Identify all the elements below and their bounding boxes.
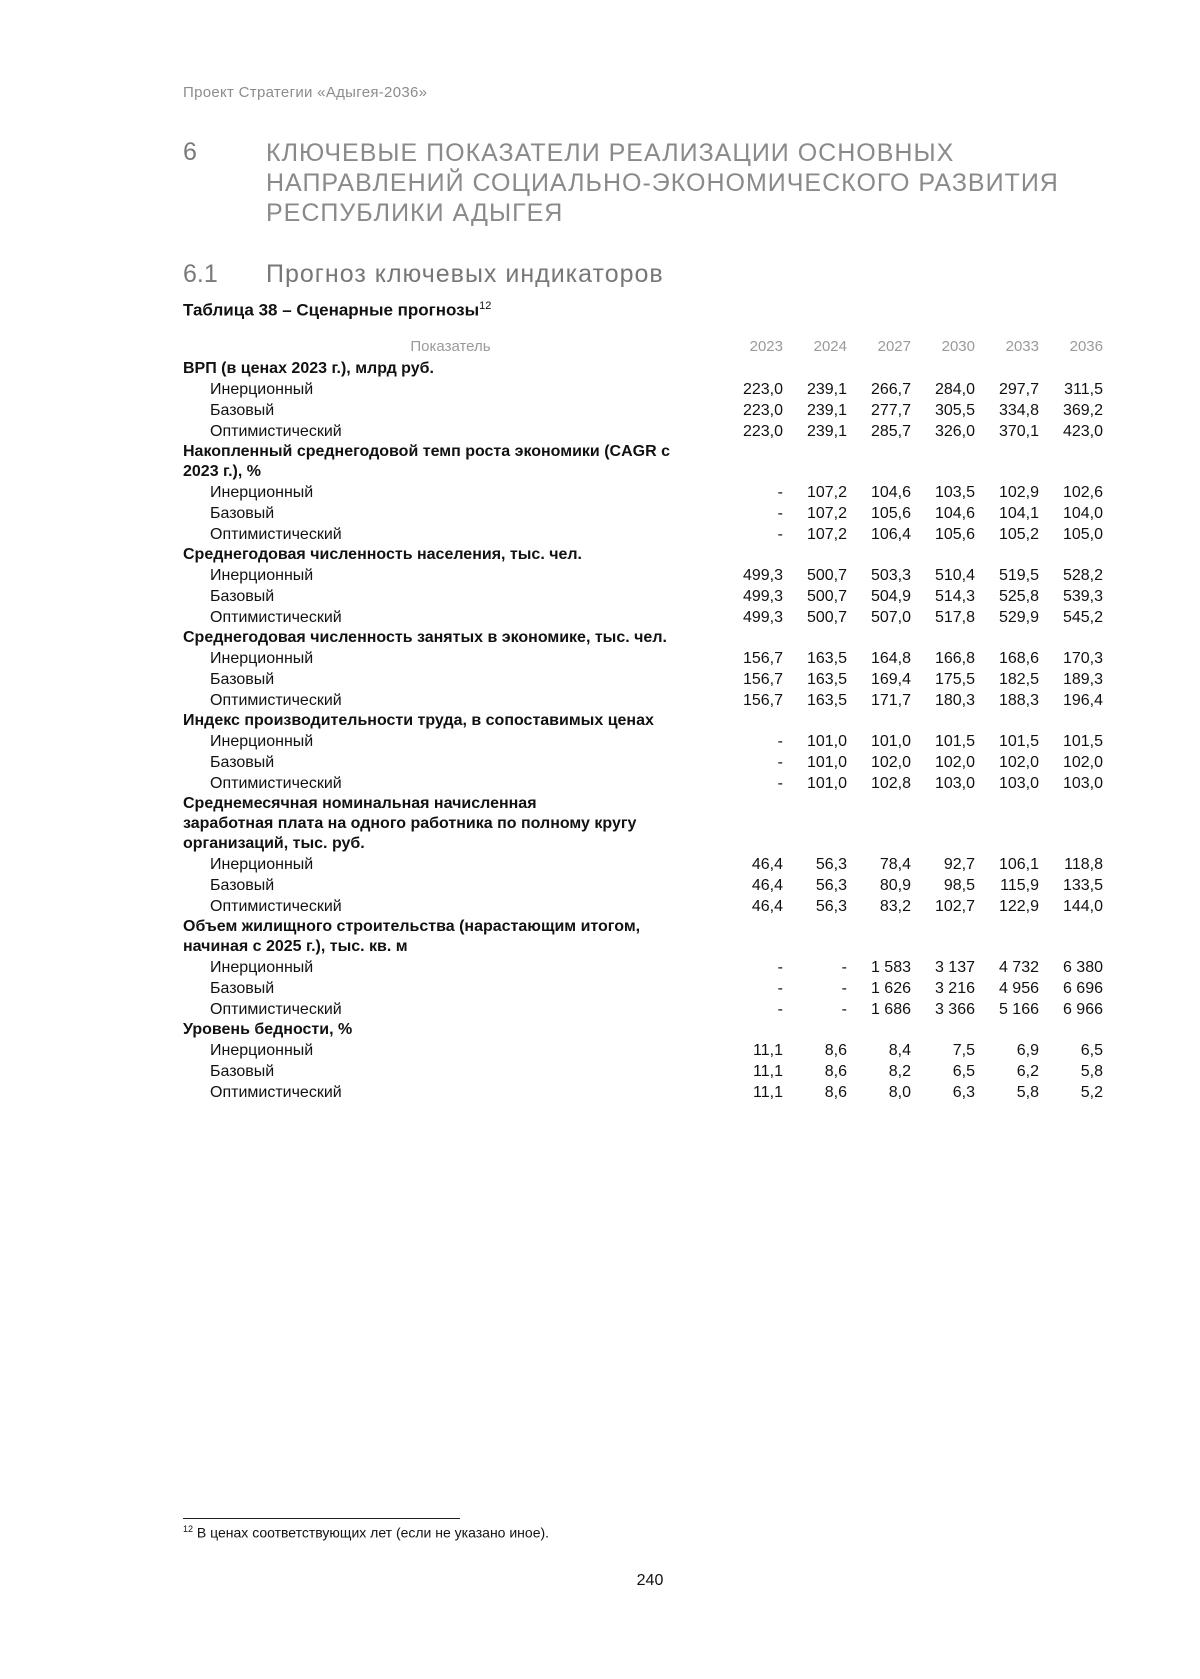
indicator-title-line: Среднегодовая численность населения, тыс. чел. bbox=[183, 546, 582, 563]
value-cell: 8,0 bbox=[888, 1084, 911, 1101]
value-cell: 504,9 bbox=[870, 588, 911, 605]
scenario-label: Оптимистический bbox=[210, 423, 342, 440]
chapter-number: 6 bbox=[183, 138, 197, 166]
value-cell: 5 166 bbox=[998, 1001, 1039, 1018]
scenario-row bbox=[183, 896, 1135, 917]
value-cell: 102,9 bbox=[998, 484, 1039, 501]
value-cell: 196,4 bbox=[1062, 692, 1103, 709]
scenario-row bbox=[183, 482, 1135, 503]
scenario-row bbox=[183, 669, 1135, 690]
scenario-label: Базовый bbox=[210, 402, 275, 419]
value-cell: 133,5 bbox=[1062, 877, 1103, 894]
value-cell: 326,0 bbox=[934, 423, 975, 440]
scenario-row bbox=[183, 524, 1135, 545]
scenario-label: Инерционный bbox=[210, 381, 314, 398]
scenario-label: Инерционный bbox=[210, 650, 314, 667]
value-cell: 500,7 bbox=[806, 588, 847, 605]
value-cell: 3 366 bbox=[934, 1001, 975, 1018]
chapter-title bbox=[266, 138, 1166, 228]
footnote-divider bbox=[183, 1518, 460, 1519]
value-cell: 105,2 bbox=[998, 526, 1039, 543]
indicator-title bbox=[183, 442, 718, 482]
scenario-label: Базовый bbox=[210, 1063, 275, 1080]
value-cell: 102,6 bbox=[1062, 484, 1103, 501]
indicator-title-line: организаций, тыс. руб. bbox=[183, 835, 365, 852]
value-cell: 1 626 bbox=[870, 980, 911, 997]
value-cell: 104,6 bbox=[870, 484, 911, 501]
value-cell: 500,7 bbox=[806, 567, 847, 584]
value-cell: 168,6 bbox=[998, 650, 1039, 667]
value-cell: 284,0 bbox=[934, 381, 975, 398]
value-cell: 107,2 bbox=[806, 505, 847, 522]
scenario-row bbox=[183, 648, 1135, 669]
value-cell: 163,5 bbox=[806, 671, 847, 688]
value-cell: 102,8 bbox=[870, 775, 911, 792]
scenario-row bbox=[183, 565, 1135, 586]
scenario-label: Базовый bbox=[210, 505, 275, 522]
value-cell: 101,0 bbox=[806, 754, 847, 771]
value-cell: 46,4 bbox=[751, 898, 783, 915]
value-cell: - bbox=[777, 733, 783, 750]
value-cell: 510,4 bbox=[934, 567, 975, 584]
footnote bbox=[183, 1524, 549, 1541]
value-cell: - bbox=[777, 754, 783, 771]
value-cell: 106,4 bbox=[870, 526, 911, 543]
value-cell: - bbox=[777, 484, 783, 501]
value-cell: 5,2 bbox=[1080, 1084, 1103, 1101]
value-cell: 369,2 bbox=[1062, 402, 1103, 419]
value-cell: 103,0 bbox=[934, 775, 975, 792]
value-cell: 102,0 bbox=[870, 754, 911, 771]
indicator-group bbox=[183, 442, 1135, 545]
value-cell: 189,3 bbox=[1062, 671, 1103, 688]
value-cell: 163,5 bbox=[806, 692, 847, 709]
indicator-title-line: заработная плата на одного работника по полному кругу bbox=[183, 815, 637, 832]
value-cell: 188,3 bbox=[998, 692, 1039, 709]
value-cell: 7,5 bbox=[952, 1042, 975, 1059]
value-cell: 6 380 bbox=[1062, 959, 1103, 976]
value-cell: 83,2 bbox=[879, 898, 911, 915]
value-cell: 305,5 bbox=[934, 402, 975, 419]
value-cell: 102,0 bbox=[998, 754, 1039, 771]
indicator-title-line: Среднегодовая численность занятых в экономике, тыс. чел. bbox=[183, 629, 667, 646]
value-cell: 122,9 bbox=[998, 898, 1039, 915]
scenario-row bbox=[183, 1040, 1135, 1061]
value-cell: 182,5 bbox=[998, 671, 1039, 688]
scenario-label: Инерционный bbox=[210, 1042, 314, 1059]
value-cell: 92,7 bbox=[943, 856, 975, 873]
value-cell: 103,5 bbox=[934, 484, 975, 501]
scenario-label: Инерционный bbox=[210, 567, 314, 584]
value-cell: 106,1 bbox=[998, 856, 1039, 873]
indicator-group bbox=[183, 628, 1135, 711]
value-cell: 223,0 bbox=[742, 423, 783, 440]
indicator-title-line: Уровень бедности, % bbox=[183, 1021, 353, 1038]
table-body bbox=[183, 359, 1135, 1103]
scenario-label: Инерционный bbox=[210, 856, 314, 873]
value-cell: 311,5 bbox=[1064, 381, 1103, 398]
running-header: Проект Стратегии «Адыгея-2036» bbox=[183, 84, 428, 101]
value-cell: 8,6 bbox=[824, 1063, 847, 1080]
value-cell: 6,2 bbox=[1016, 1063, 1039, 1080]
value-cell: 101,0 bbox=[806, 775, 847, 792]
value-cell: 180,3 bbox=[934, 692, 975, 709]
year-header: 2024 bbox=[813, 338, 847, 355]
indicator-group bbox=[183, 711, 1135, 794]
chapter-title-line: КЛЮЧЕВЫЕ ПОКАЗАТЕЛИ РЕАЛИЗАЦИИ ОСНОВНЫХ bbox=[266, 139, 955, 167]
indicator-title bbox=[183, 545, 718, 565]
scenario-label: Оптимистический bbox=[210, 1001, 342, 1018]
scenario-label: Оптимистический bbox=[210, 1084, 342, 1101]
value-cell: 78,4 bbox=[879, 856, 911, 873]
scenario-row bbox=[183, 379, 1135, 400]
scenario-label: Базовый bbox=[210, 980, 275, 997]
value-cell: 334,8 bbox=[998, 402, 1039, 419]
value-cell: 514,3 bbox=[934, 588, 975, 605]
indicator-title-line: ВРП (в ценах 2023 г.), млрд руб. bbox=[183, 360, 434, 377]
scenario-label: Инерционный bbox=[210, 733, 314, 750]
value-cell: 4 732 bbox=[998, 959, 1039, 976]
scenario-row bbox=[183, 957, 1135, 978]
value-cell: 170,3 bbox=[1062, 650, 1103, 667]
value-cell: 517,8 bbox=[934, 609, 975, 626]
scenario-row bbox=[183, 607, 1135, 628]
value-cell: - bbox=[777, 505, 783, 522]
year-header: 2030 bbox=[941, 338, 975, 355]
indicator-group bbox=[183, 917, 1135, 1020]
value-cell: 156,7 bbox=[742, 650, 783, 667]
value-cell: 105,6 bbox=[870, 505, 911, 522]
value-cell: 4 956 bbox=[998, 980, 1039, 997]
indicator-title bbox=[183, 794, 718, 854]
scenario-row bbox=[183, 400, 1135, 421]
value-cell: 525,8 bbox=[998, 588, 1039, 605]
scenario-row bbox=[183, 421, 1135, 442]
value-cell: 104,6 bbox=[934, 505, 975, 522]
scenario-label: Инерционный bbox=[210, 959, 314, 976]
value-cell: 105,0 bbox=[1062, 526, 1103, 543]
value-cell: 11,1 bbox=[753, 1084, 783, 1101]
value-cell: 6 966 bbox=[1062, 1001, 1103, 1018]
value-cell: 1 583 bbox=[870, 959, 911, 976]
value-cell: 56,3 bbox=[815, 856, 847, 873]
table-header-row bbox=[183, 336, 1135, 359]
value-cell: 144,0 bbox=[1062, 898, 1103, 915]
scenario-row bbox=[183, 752, 1135, 773]
value-cell: 423,0 bbox=[1062, 423, 1103, 440]
value-cell: 8,4 bbox=[888, 1042, 911, 1059]
scenario-row bbox=[183, 503, 1135, 524]
year-header: 2027 bbox=[877, 338, 911, 355]
section-title: Прогноз ключевых индикаторов bbox=[266, 260, 664, 288]
value-cell: 156,7 bbox=[742, 692, 783, 709]
value-cell: 46,4 bbox=[751, 877, 783, 894]
indicator-title-line: 2023 г.), % bbox=[183, 463, 261, 480]
value-cell: 8,6 bbox=[824, 1042, 847, 1059]
value-cell: 500,7 bbox=[806, 609, 847, 626]
year-header: 2036 bbox=[1069, 338, 1103, 355]
scenario-table bbox=[183, 336, 1135, 1103]
header-label: Показатель bbox=[410, 338, 491, 355]
scenario-label: Оптимистический bbox=[210, 692, 342, 709]
value-cell: 223,0 bbox=[742, 381, 783, 398]
year-header: 2023 bbox=[749, 338, 783, 355]
scenario-row bbox=[183, 1061, 1135, 1082]
value-cell: 5,8 bbox=[1016, 1084, 1039, 1101]
value-cell: 169,4 bbox=[870, 671, 911, 688]
value-cell: 101,5 bbox=[998, 733, 1039, 750]
indicator-group bbox=[183, 359, 1135, 442]
indicator-title bbox=[183, 1020, 718, 1040]
indicator-title-line: Индекс производительности труда, в сопоставимых ценах bbox=[183, 712, 654, 729]
value-cell: 105,6 bbox=[934, 526, 975, 543]
value-cell: - bbox=[841, 1001, 847, 1018]
value-cell: 370,1 bbox=[998, 423, 1039, 440]
value-cell: 101,0 bbox=[806, 733, 847, 750]
value-cell: 56,3 bbox=[815, 877, 847, 894]
value-cell: 163,5 bbox=[806, 650, 847, 667]
indicator-title-line: Накопленный среднегодовой темп роста экономики (CAGR с bbox=[183, 443, 670, 460]
value-cell: 8,6 bbox=[824, 1084, 847, 1101]
scenario-label: Оптимистический bbox=[210, 609, 342, 626]
section-number: 6.1 bbox=[183, 260, 218, 288]
value-cell: - bbox=[777, 959, 783, 976]
indicator-group bbox=[183, 1020, 1135, 1103]
value-cell: 223,0 bbox=[742, 402, 783, 419]
indicator-title bbox=[183, 917, 718, 957]
value-cell: 56,3 bbox=[815, 898, 847, 915]
scenario-row bbox=[183, 854, 1135, 875]
scenario-label: Инерционный bbox=[210, 484, 314, 501]
value-cell: 507,0 bbox=[870, 609, 911, 626]
indicator-title bbox=[183, 628, 718, 648]
footnote-text: В ценах соответствующих лет (если не указано иное). bbox=[196, 1524, 550, 1541]
indicator-title-line: начиная с 2025 г.), тыс. кв. м bbox=[183, 938, 408, 955]
indicator-title bbox=[183, 711, 718, 731]
value-cell: 11,1 bbox=[753, 1042, 783, 1059]
value-cell: 6,9 bbox=[1016, 1042, 1039, 1059]
value-cell: 118,8 bbox=[1064, 856, 1103, 873]
value-cell: 115,9 bbox=[1000, 877, 1039, 894]
value-cell: - bbox=[777, 980, 783, 997]
indicator-group bbox=[183, 794, 1135, 917]
value-cell: 539,3 bbox=[1062, 588, 1103, 605]
value-cell: 107,2 bbox=[806, 484, 847, 501]
value-cell: 5,8 bbox=[1080, 1063, 1103, 1080]
value-cell: - bbox=[841, 980, 847, 997]
value-cell: 239,1 bbox=[806, 381, 847, 398]
scenario-row bbox=[183, 731, 1135, 752]
value-cell: 102,0 bbox=[934, 754, 975, 771]
value-cell: - bbox=[777, 1001, 783, 1018]
value-cell: 104,0 bbox=[1062, 505, 1103, 522]
value-cell: 499,3 bbox=[742, 588, 783, 605]
chapter-title-line: НАПРАВЛЕНИЙ СОЦИАЛЬНО-ЭКОНОМИЧЕСКОГО РАЗВИТИЯ bbox=[266, 169, 1059, 197]
value-cell: 103,0 bbox=[998, 775, 1039, 792]
scenario-label: Базовый bbox=[210, 877, 275, 894]
value-cell: 98,5 bbox=[943, 877, 975, 894]
value-cell: 6,5 bbox=[952, 1063, 975, 1080]
scenario-label: Оптимистический bbox=[210, 775, 342, 792]
scenario-label: Базовый bbox=[210, 671, 275, 688]
value-cell: 107,2 bbox=[806, 526, 847, 543]
scenario-label: Оптимистический bbox=[210, 898, 342, 915]
value-cell: 8,2 bbox=[888, 1063, 911, 1080]
indicator-group bbox=[183, 545, 1135, 628]
footnote-number: 12 bbox=[183, 1524, 194, 1534]
value-cell: 499,3 bbox=[742, 609, 783, 626]
value-cell: 175,5 bbox=[934, 671, 975, 688]
value-cell: 102,0 bbox=[1062, 754, 1103, 771]
value-cell: 103,0 bbox=[1062, 775, 1103, 792]
value-cell: 285,7 bbox=[870, 423, 911, 440]
value-cell: 545,2 bbox=[1062, 609, 1103, 626]
value-cell: 239,1 bbox=[806, 423, 847, 440]
value-cell: 46,4 bbox=[751, 856, 783, 873]
indicator-title bbox=[183, 359, 718, 379]
scenario-row bbox=[183, 586, 1135, 607]
scenario-row bbox=[183, 875, 1135, 896]
value-cell: 164,8 bbox=[870, 650, 911, 667]
value-cell: 102,7 bbox=[934, 898, 975, 915]
value-cell: 519,5 bbox=[998, 567, 1039, 584]
value-cell: 266,7 bbox=[870, 381, 911, 398]
value-cell: 1 686 bbox=[870, 1001, 911, 1018]
value-cell: 503,3 bbox=[870, 567, 911, 584]
table-caption-text: Таблица 38 – Сценарные прогнозы bbox=[183, 300, 480, 320]
scenario-label: Базовый bbox=[210, 754, 275, 771]
chapter-title-line: РЕСПУБЛИКИ АДЫГЕЯ bbox=[266, 199, 564, 227]
value-cell: 101,5 bbox=[934, 733, 975, 750]
footnote-marker: 12 bbox=[479, 300, 492, 312]
value-cell: - bbox=[777, 775, 783, 792]
value-cell: 11,1 bbox=[753, 1063, 783, 1080]
value-cell: 277,7 bbox=[870, 402, 911, 419]
value-cell: 528,2 bbox=[1062, 567, 1103, 584]
value-cell: 171,7 bbox=[870, 692, 911, 709]
value-cell: - bbox=[777, 526, 783, 543]
value-cell: 529,9 bbox=[998, 609, 1039, 626]
indicator-title-line: Объем жилищного строительства (нарастающим итогом, bbox=[183, 918, 641, 935]
year-header: 2033 bbox=[1005, 338, 1039, 355]
value-cell: 3 216 bbox=[934, 980, 975, 997]
scenario-label: Оптимистический bbox=[210, 526, 342, 543]
scenario-row bbox=[183, 690, 1135, 711]
value-cell: 80,9 bbox=[879, 877, 911, 894]
scenario-row bbox=[183, 999, 1135, 1020]
scenario-label: Базовый bbox=[210, 588, 275, 605]
indicator-title-line: Среднемесячная номинальная начисленная bbox=[183, 795, 537, 812]
value-cell: 101,5 bbox=[1062, 733, 1103, 750]
scenario-row bbox=[183, 1082, 1135, 1103]
scenario-row bbox=[183, 978, 1135, 999]
value-cell: 6,3 bbox=[952, 1084, 975, 1101]
value-cell: 6 696 bbox=[1062, 980, 1103, 997]
scenario-row bbox=[183, 773, 1135, 794]
page-number: 240 bbox=[636, 1572, 664, 1589]
value-cell: 239,1 bbox=[806, 402, 847, 419]
table-caption bbox=[183, 300, 491, 321]
value-cell: 156,7 bbox=[742, 671, 783, 688]
value-cell: 3 137 bbox=[934, 959, 975, 976]
value-cell: 297,7 bbox=[998, 381, 1039, 398]
value-cell: 104,1 bbox=[998, 505, 1039, 522]
value-cell: 6,5 bbox=[1080, 1042, 1103, 1059]
value-cell: 166,8 bbox=[934, 650, 975, 667]
value-cell: - bbox=[841, 959, 847, 976]
value-cell: 499,3 bbox=[742, 567, 783, 584]
value-cell: 101,0 bbox=[870, 733, 911, 750]
